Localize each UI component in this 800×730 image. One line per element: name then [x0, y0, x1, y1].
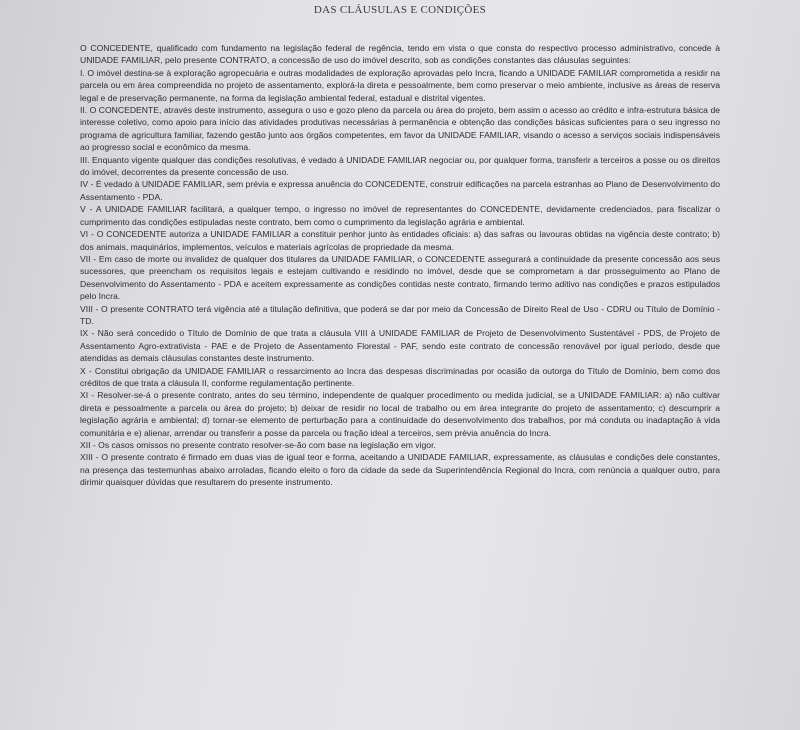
clause-xiii: XIII - O presente contrato é firmado em duas vias de igual teor e forma, aceitando a UNIDADE FAMILIAR, expressamente, as cláusulas e condições dele constantes, na presença das testemunhas abaixo arroladas, ficando eleito o foro da cidade da sede da Superintendência Regional do Incra, com renúncia a qualquer outro, para dirimir quaisquer dúvidas que resultarem do presente instrumento.: [80, 452, 720, 488]
intro-paragraph: O CONCEDENTE, qualificado com fundamento na legislação federal de regência, tendo em vista o que consta do respectivo processo administrativo, concede à UNIDADE FAMILIAR, pelo presente CONTRATO, a concessão de uso do imóvel descrito, sob as condições constantes das cláusulas seguintes:: [80, 43, 720, 66]
clause-xi: XI - Resolver-se-á o presente contrato, antes do seu término, independente de qualquer procedimento ou medida judicial, se a UNIDADE FAMILIAR: a) não cultivar direta e pessoalmente a parcela ou área do projeto; b) deixar de residir no local de trabalho ou em área integrante do projeto de assentamento; c) descumprir a legislação agrária e ambiental; d) tornar-se elemento de perturbação para a continuidade do desenvolvimento dos trabalhos, por má conduta ou inadaptação à vida comunitária e e) alienar, arrendar ou transferir a posse da parcela ou fração ideal a terceiros, sem prévia anuência do Incra.: [80, 390, 720, 438]
clause-xii: XII - Os casos omissos no presente contrato resolver-se-ão com base na legislação em vigor.: [80, 440, 436, 450]
clause-vii: VII - Em caso de morte ou invalidez de qualquer dos titulares da UNIDADE FAMILIAR, o CONCEDENTE assegurará a continuidade da presente concessão aos seus sucessores, que preencham os requisitos legais e estejam cultivando e residindo no imóvel, desde que se comprometam a dar prosseguimento ao Plano de Desenvolvimento do Assentamento - PDA e aceitem expressamente as condições contidas neste contrato, firmando termo aditivo nas condições e prazos estipulados pelo Incra.: [80, 253, 720, 302]
clause-iii: III. Enquanto vigente qualquer das condições resolutivas, é vedado à UNIDADE FAMILIAR negociar ou, por qualquer forma, transferir a terceiros a posse ou os direitos do imóvel, decorrentes da presente concessão de uso.: [80, 154, 720, 178]
clause-i: I. O imóvel destina-se à exploração agropecuária e outras modalidades de exploração aprovadas pelo Incra, ficando a UNIDADE FAMILIAR comprometida a residir na parcela ou em área compreendida no projeto de assentamento, explorá-la direta e pessoalmente, bem como preservar o meio ambiente, inclusive as áreas de reserva legal e de preservação permanente, na forma da legislação ambiental federal, estadual e distrital vigentes.: [80, 67, 720, 103]
clause-viii: VIII - O presente CONTRATO terá vigência até a titulação definitiva, que poderá se dar por meio da Concessão de Direito Real de Uso - CDRU ou Título de Domínio - TD.: [80, 303, 720, 326]
clause-vi: VI - O CONCEDENTE autoriza a UNIDADE FAMILIAR a constituir penhor junto às entidades oficiais: a) das safras ou lavouras obtidas na vigência deste contrato; b) dos animais, maquinários, implementos, veículos e materiais agrícolas de propriedade da mesma.: [80, 229, 720, 252]
clause-iv: IV - É vedado à UNIDADE FAMILIAR, sem prévia e expressa anuência do CONCEDENTE, construir edificações na parcela estranhas ao Plano de Desenvolvimento do Assentamento - PDA.: [80, 179, 720, 202]
document-body: [80, 42, 720, 489]
clause-ix: IX - Não será concedido o Título de Domínio de que trata a cláusula VIII à UNIDADE FAMILIAR de Projeto de Desenvolvimento Sustentável - PDS, de Projeto de Assentamento Agro-extrativista - PAE e de Projeto de Assentamento Florestal - PAF, sendo este contrato de concessão renovável por igual período, desde que atendidas as demais cláusulas constantes deste instrumento.: [80, 328, 720, 364]
clause-ii: II. O CONCEDENTE, através deste instrumento, assegura o uso e gozo pleno da parcela ou área do projeto, bem assim o acesso ao crédito e infra-estrutura básica de interesse coletivo, como apoio para início das atividades produtivas necessárias à permanência e obtenção das condições básicas suficientes para o seu ingresso no programa de agricultura familiar, fazendo gestão junto aos órgãos competentes, em favor da UNIDADE FAMILIAR, visando o acesso a serviços sociais indispensáveis ao progresso social e econômico da mesma.: [80, 105, 720, 153]
clause-x: X - Constitui obrigação da UNIDADE FAMILIAR o ressarcimento ao Incra das despesas discriminadas por ocasião da outorga do Título de Domínio, bem como dos créditos de que trata a cláusula II, conforme regulamentação pertinente.: [80, 365, 720, 388]
clause-v: V - A UNIDADE FAMILIAR facilitará, a qualquer tempo, o ingresso no imóvel de representantes do CONCEDENTE, devidamente credenciados, para fiscalizar o cumprimento das condições estipuladas neste contrato, bem como o cumprimento da legislação agrária e ambiental.: [80, 204, 720, 227]
document-title: DAS CLÁUSULAS E CONDIÇÕES: [313, 4, 487, 16]
